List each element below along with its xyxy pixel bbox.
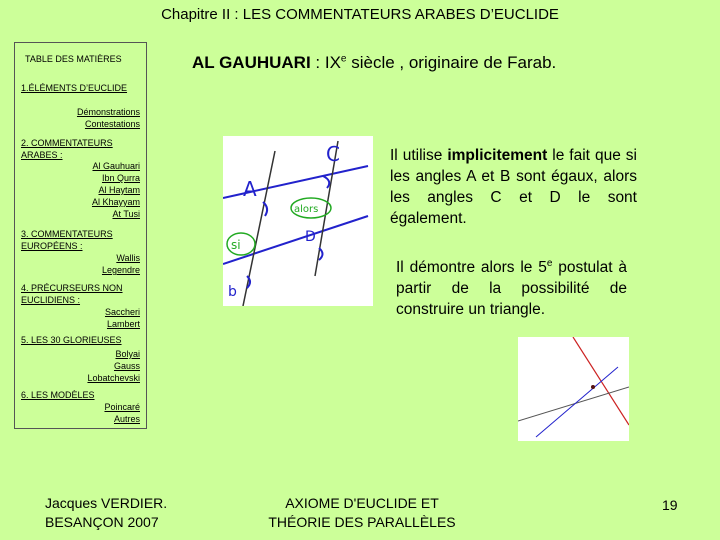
toc-item-at-tusi[interactable]: At Tusi xyxy=(112,209,140,219)
label-si: si xyxy=(231,238,241,252)
paragraph1-emphasis: implicitement xyxy=(447,147,548,164)
triangle-sketch xyxy=(518,337,629,441)
toc-item-autres[interactable]: Autres xyxy=(113,414,140,424)
page-number: 19 xyxy=(662,497,678,513)
intersection-point xyxy=(591,385,595,389)
footer-subject xyxy=(262,494,462,532)
angle-arc-c xyxy=(323,176,329,188)
toc-item-demonstrations[interactable]: Démonstrations xyxy=(76,107,140,117)
footer-author xyxy=(45,494,167,532)
subject-line2: THÉORIE DES PARALLÈLES xyxy=(268,514,456,530)
gray-line xyxy=(518,387,629,421)
paragraph1-pre: Il utilise xyxy=(390,147,448,164)
toc-item-legendre[interactable]: Legendre xyxy=(101,265,140,275)
heading-rest: : IXe siècle , originaire de Farab. xyxy=(310,53,557,72)
toc-item-gauss[interactable]: Gauss xyxy=(113,361,140,371)
slide-title: Chapitre II : LES COMMENTATEURS ARABES D’EUCLIDE xyxy=(161,6,559,23)
table-of-contents xyxy=(14,42,147,429)
label-b: b xyxy=(228,284,237,300)
toc-item-lobatchevski[interactable]: Lobatchevski xyxy=(87,373,140,383)
left-transversal xyxy=(243,151,275,306)
blue-line xyxy=(536,367,618,437)
toc-item-lambert[interactable]: Lambert xyxy=(106,319,140,329)
author-line2: BESANÇON 2007 xyxy=(45,514,159,530)
toc-section-glorieuses[interactable]: 5. LES 30 GLORIEUSES xyxy=(21,335,122,345)
heading-name: AL GAUHUARI xyxy=(192,53,311,72)
toc-section-label[interactable]: 1.ÉLÉMENTS D’EUCLIDE xyxy=(21,83,128,93)
toc-section-modeles[interactable]: 6. LES MODÈLES xyxy=(21,390,95,400)
label-alors: alors xyxy=(294,204,319,215)
toc-item-al-gauhuari[interactable]: Al Gauhuari xyxy=(92,161,140,171)
paragraph-demonstration: Il démontre alors le 5e postulat à partir de la possibilité de construire un triangle. xyxy=(396,258,627,319)
paragraph-implicit xyxy=(390,145,637,229)
toc-section-elements[interactable] xyxy=(21,83,141,95)
toc-item-al-khayyam[interactable]: Al Khayyam xyxy=(91,197,140,207)
toc-section-arabes[interactable]: 2. COMMENTATEURS ARABES : xyxy=(21,138,113,160)
label-d: D xyxy=(305,229,316,245)
angle-arc-d xyxy=(319,248,323,260)
toc-item-poincare[interactable]: Poincaré xyxy=(104,402,140,412)
quadrilateral-sketch xyxy=(223,136,373,306)
bottom-line xyxy=(223,216,368,264)
triangle-svg xyxy=(518,337,629,441)
sketch-svg xyxy=(223,136,373,306)
subject-line1: AXIOME D'EUCLIDE ET xyxy=(285,495,439,511)
toc-item-ibn-qurra[interactable]: Ibn Qurra xyxy=(101,173,140,183)
toc-item-al-haytam[interactable]: Al Haytam xyxy=(98,185,140,195)
toc-heading: TABLE DES MATIÈRES xyxy=(25,54,122,64)
label-c: C xyxy=(326,142,340,166)
author-line1: Jacques VERDIER. xyxy=(45,495,168,511)
toc-item-saccheri[interactable]: Saccheri xyxy=(104,307,140,317)
toc-section-europeens[interactable]: 3. COMMENTATEURS EUROPÉENS : xyxy=(21,229,113,251)
toc-section-precurseurs[interactable]: 4. PRÉCURSEURS NON EUCLIDIENS : xyxy=(21,283,123,305)
section-heading xyxy=(192,53,556,73)
paragraph1-post: le fait que si les angles A et B sont égaux, alors les angles C et D le sont également. xyxy=(390,147,637,227)
toc-item-wallis[interactable]: Wallis xyxy=(116,253,140,263)
toc-item-bolyai[interactable]: Bolyai xyxy=(115,349,140,359)
label-a: A xyxy=(243,177,257,201)
toc-item-contestations[interactable]: Contestations xyxy=(84,119,140,129)
